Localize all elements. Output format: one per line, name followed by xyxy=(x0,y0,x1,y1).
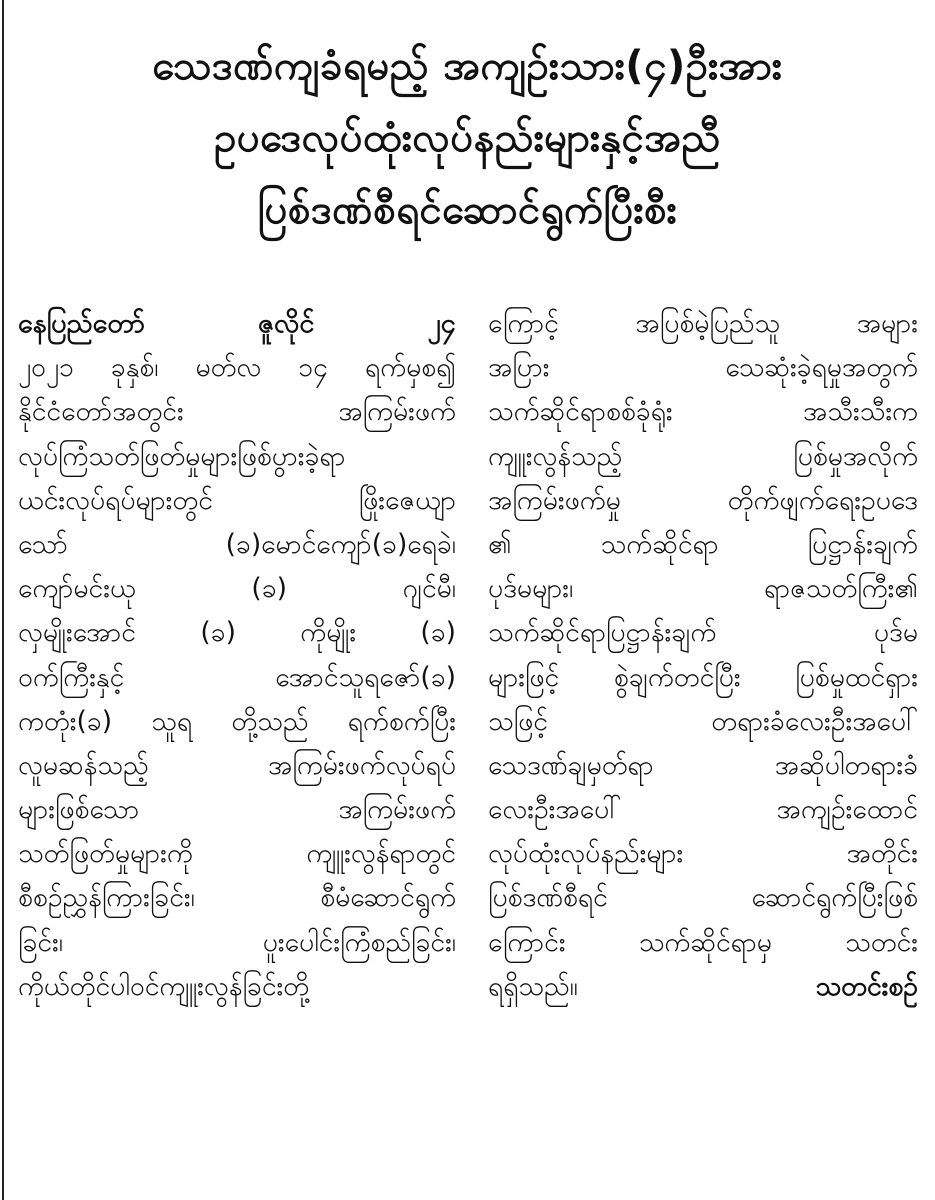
body-line: လှမျိုးအောင် (ခ) ကိုမျိုး (ခ) xyxy=(18,617,456,649)
body-line: လုပ်ကြံသတ်ဖြတ်မှုများဖြစ်ပွားခဲ့ရာ xyxy=(18,440,346,472)
final-line xyxy=(488,965,918,1009)
body-line: ကတုံး(ခ) သူရ တို့သည် ရက်စက်ပြီး xyxy=(18,705,456,737)
body-line: သဖြင့် တရားခံလေးဦးအပေါ် xyxy=(488,705,918,737)
body-line: အကြမ်းဖက်မှု တိုက်ဖျက်ရေးဥပဒေ xyxy=(488,484,918,516)
body-line: စီစဉ်ညွှန်ကြားခြင်း၊ စီမံဆောင်ရွက် xyxy=(18,882,456,914)
body-line: နိုင်ငံတော်အတွင်း အကြမ်းဖက် xyxy=(18,396,456,428)
column-rule xyxy=(2,0,4,1200)
right-column xyxy=(488,302,918,1009)
body-line: အပြား သေဆုံးခဲ့ရမှုအတွက် xyxy=(488,352,918,384)
body-line: ၂၀၂၁ ခုနှစ်၊ မတ်လ ၁၄ ရက်မှစ၍ xyxy=(18,352,456,384)
body-line: ပြစ်ဒဏ်စီရင် ဆောင်ရွက်ပြီးဖြစ် xyxy=(488,882,918,914)
body-line: သေဒဏ်ချမှတ်ရာ အဆိုပါတရားခံ xyxy=(488,749,918,781)
byline: သတင်းစဉ် xyxy=(815,970,918,1002)
body-line: များဖြင့် စွဲချက်တင်ပြီး ပြစ်မှုထင်ရှား xyxy=(488,661,918,693)
body-line: ကြောင့် အပြစ်မဲ့ပြည်သူ အများ xyxy=(488,308,918,339)
body-line: ၏ သက်ဆိုင်ရာ ပြဋ္ဌာန်းချက် xyxy=(488,528,918,560)
headline-line-2: ဥပဒေလုပ်ထုံးလုပ်နည်းများနှင့်အညီ xyxy=(214,115,721,161)
body-line: ယင်းလုပ်ရပ်များတွင် ဖြိုးဇေယျာ xyxy=(18,484,456,516)
left-column xyxy=(18,302,456,1009)
headline-line-3: ပြစ်ဒဏ်စီရင်ဆောင်ရွက်ပြီးစီး xyxy=(257,187,678,233)
closing-text: ရရှိသည်။ xyxy=(488,970,578,1002)
body-line: လူမဆန်သည့် အကြမ်းဖက်လုပ်ရပ် xyxy=(18,749,456,781)
body-line: ကျူးလွန်သည့် ပြစ်မှုအလိုက် xyxy=(488,440,918,472)
body-line: များဖြစ်သော အကြမ်းဖက် xyxy=(18,794,456,826)
body-line: သက်ဆိုင်ရာပြဋ္ဌာန်းချက် ပုဒ်မ xyxy=(488,617,918,649)
body-line: သတ်ဖြတ်မှုများကို ကျူးလွန်ရာတွင် xyxy=(18,838,456,870)
body-line: ဝက်ကြီးနှင့် အောင်သူရဇော်(ခ) xyxy=(18,661,456,693)
body-line: ကိုယ်တိုင်ပါဝင်ကျူးလွန်ခြင်းတို့ xyxy=(18,970,310,1002)
body-line: ပုဒ်မများ၊ ရာဇသတ်ကြီး၏ xyxy=(488,573,918,605)
body-line: ကျော်မင်းယု (ခ) ဂျင်မီ၊ xyxy=(18,573,456,605)
body-line: သက်ဆိုင်ရာစစ်ခုံရုံး အသီးသီးက xyxy=(488,396,918,428)
body-line: ကြောင်း သက်ဆိုင်ရာမှ သတင်း xyxy=(488,926,918,958)
body-line: လေးဦးအပေါ် အကျဉ်းထောင် xyxy=(488,794,918,826)
body-line: သော် (ခ)မောင်ကျော်(ခ)ရေခဲ၊ xyxy=(18,528,456,560)
body-line: ခြင်း၊ ပူးပေါင်းကြံစည်ခြင်း၊ xyxy=(18,926,456,958)
headline-line-1: သေဒဏ်ကျခံရမည့် အကျဉ်းသား(၄)ဦးအား xyxy=(152,43,783,89)
headline xyxy=(20,30,915,246)
dateline: နေပြည်တော် ဇူလိုင် ၂၄ xyxy=(18,308,456,339)
body-line: လုပ်ထုံးလုပ်နည်းများ အတိုင်း xyxy=(488,838,918,870)
